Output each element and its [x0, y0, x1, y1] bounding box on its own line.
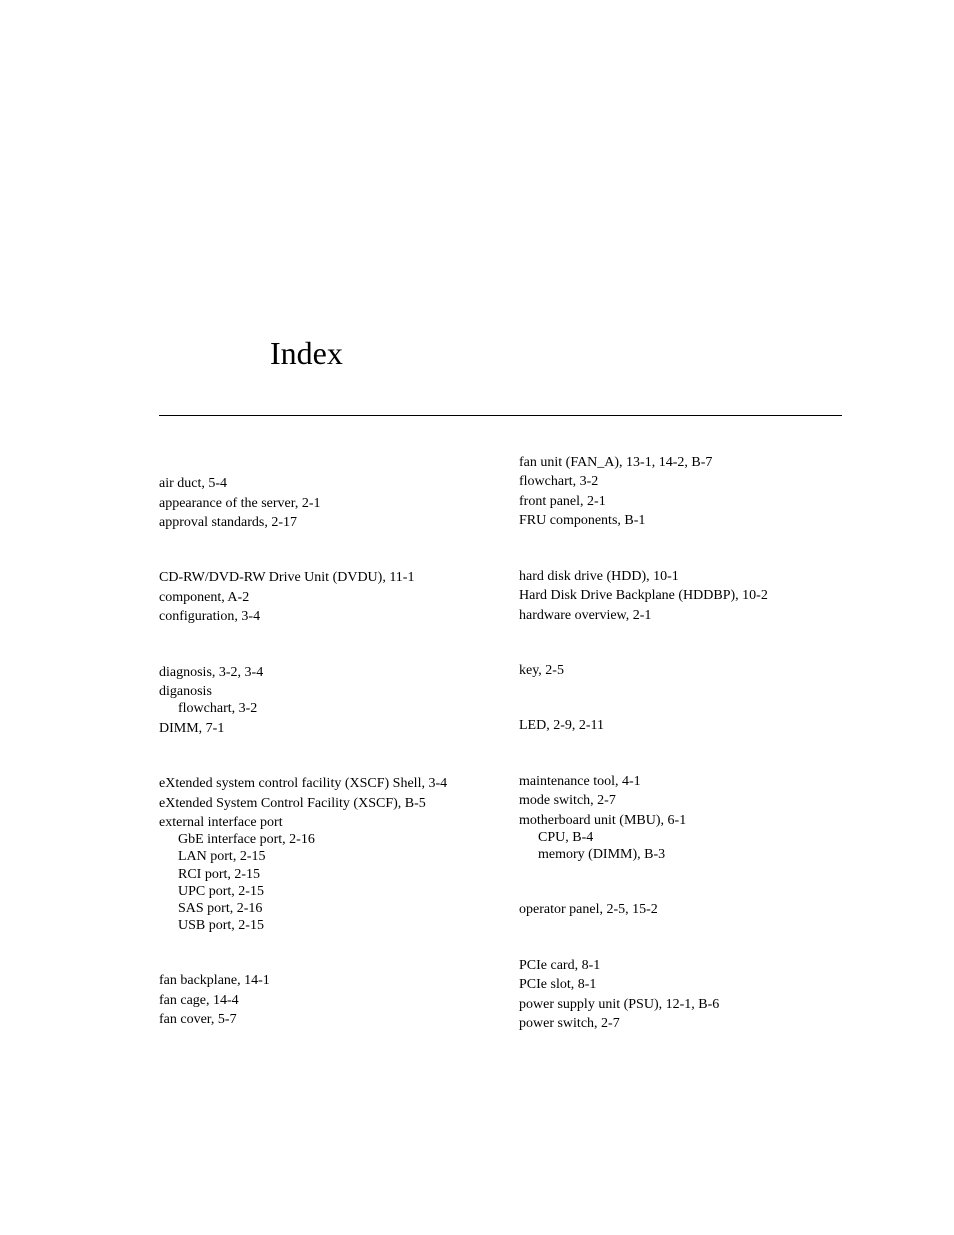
index-entry: key, 2-5 [519, 663, 564, 678]
index-entry: power switch, 2-7 [519, 1016, 620, 1031]
index-subentry: UPC port, 2-15 [178, 884, 264, 899]
index-entry: power supply unit (PSU), 12-1, B-6 [519, 997, 720, 1012]
index-entry: DIMM, 7-1 [159, 721, 225, 736]
index-entry: eXtended System Control Facility (XSCF), B-5 [159, 796, 426, 811]
page-title: Index [270, 335, 343, 371]
index-entry: fan backplane, 14-1 [159, 973, 270, 988]
index-subentry: flowchart, 3-2 [178, 701, 258, 716]
index-entry: fan cover, 5-7 [159, 1012, 237, 1027]
index-entry: hard disk drive (HDD), 10-1 [519, 569, 679, 584]
index-entry: diagnosis, 3-2, 3-4 [159, 665, 264, 680]
index-entry: air duct, 5-4 [159, 476, 228, 491]
index-entry: external interface port [159, 815, 283, 830]
index-entry: PCIe card, 8-1 [519, 958, 601, 973]
index-subentry: RCI port, 2-15 [178, 867, 261, 882]
index-entry: eXtended system control facility (XSCF) Shell, 3-4 [159, 776, 448, 791]
index-entry: Hard Disk Drive Backplane (HDDBP), 10-2 [519, 588, 768, 603]
index-entry: FRU components, B-1 [519, 513, 646, 528]
index-subentry: memory (DIMM), B-3 [538, 847, 666, 862]
index-entry: operator panel, 2-5, 15-2 [519, 902, 658, 917]
index-subentry: CPU, B-4 [538, 830, 594, 845]
index-subentry: USB port, 2-15 [178, 918, 264, 933]
index-entry: front panel, 2-1 [519, 494, 606, 509]
index-entry: component, A-2 [159, 590, 250, 605]
index-entry: flowchart, 3-2 [519, 474, 599, 489]
index-entry: motherboard unit (MBU), 6-1 [519, 813, 687, 828]
index-subentry: LAN port, 2-15 [178, 849, 266, 864]
index-entry: maintenance tool, 4-1 [519, 774, 641, 789]
index-entry: PCIe slot, 8-1 [519, 977, 597, 992]
index-entry: configuration, 3-4 [159, 609, 261, 624]
index-entry: CD-RW/DVD-RW Drive Unit (DVDU), 11-1 [159, 570, 415, 585]
index-entry: approval standards, 2-17 [159, 515, 298, 530]
index-entry: diganosis [159, 684, 212, 699]
index-subentry: GbE interface port, 2-16 [178, 832, 315, 847]
index-subentry: SAS port, 2-16 [178, 901, 263, 916]
index-entry: hardware overview, 2-1 [519, 608, 652, 623]
index-entry: LED, 2-9, 2-11 [519, 718, 605, 733]
index-entry: fan unit (FAN_A), 13-1, 14-2, B-7 [519, 455, 713, 470]
index-entry: fan cage, 14-4 [159, 993, 239, 1008]
title-divider [159, 415, 842, 416]
index-entry: mode switch, 2-7 [519, 793, 616, 808]
index-entry: appearance of the server, 2-1 [159, 496, 321, 511]
